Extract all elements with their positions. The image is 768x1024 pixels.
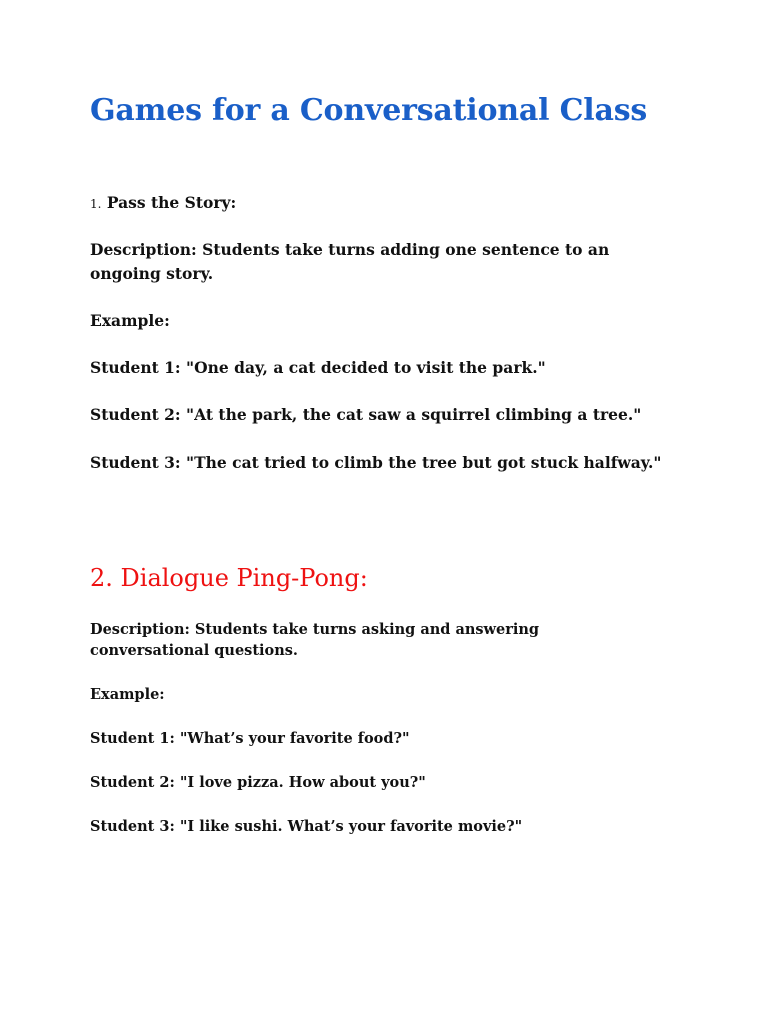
- game-2-student-2-line: Student 2: "I love pizza. How about you?": [90, 774, 426, 791]
- game-1-description-line-2: ongoing story.: [90, 264, 214, 283]
- document-title: Games for a Conversational Class: [90, 93, 648, 128]
- game-2-heading: 2. Dialogue Ping-Pong:: [90, 564, 368, 592]
- game-1-description-line-1: Description: Students take turns adding one sentence to an: [90, 240, 610, 259]
- game-1-student-1-line: Student 1: "One day, a cat decided to visit the park.": [90, 358, 546, 377]
- game-2-student-3-line: Student 3: "I like sushi. What’s your favorite movie?": [90, 818, 523, 835]
- game-1-number: 1.: [90, 197, 102, 211]
- game-1-heading: [90, 191, 236, 216]
- game-2-description-line-2: conversational questions.: [90, 642, 298, 659]
- game-2-example-label: Example:: [90, 686, 165, 703]
- game-1-student-2-line: Student 2: "At the park, the cat saw a squirrel climbing a tree.": [90, 405, 642, 424]
- game-1-example-label: Example:: [90, 311, 170, 330]
- game-2-description-line-1: Description: Students take turns asking and answering: [90, 621, 540, 638]
- game-2-student-1-line: Student 1: "What’s your favorite food?": [90, 730, 410, 747]
- game-1-student-3-line: Student 3: "The cat tried to climb the tree but got stuck halfway.": [90, 453, 662, 472]
- game-1-title: Pass the Story:: [106, 193, 237, 212]
